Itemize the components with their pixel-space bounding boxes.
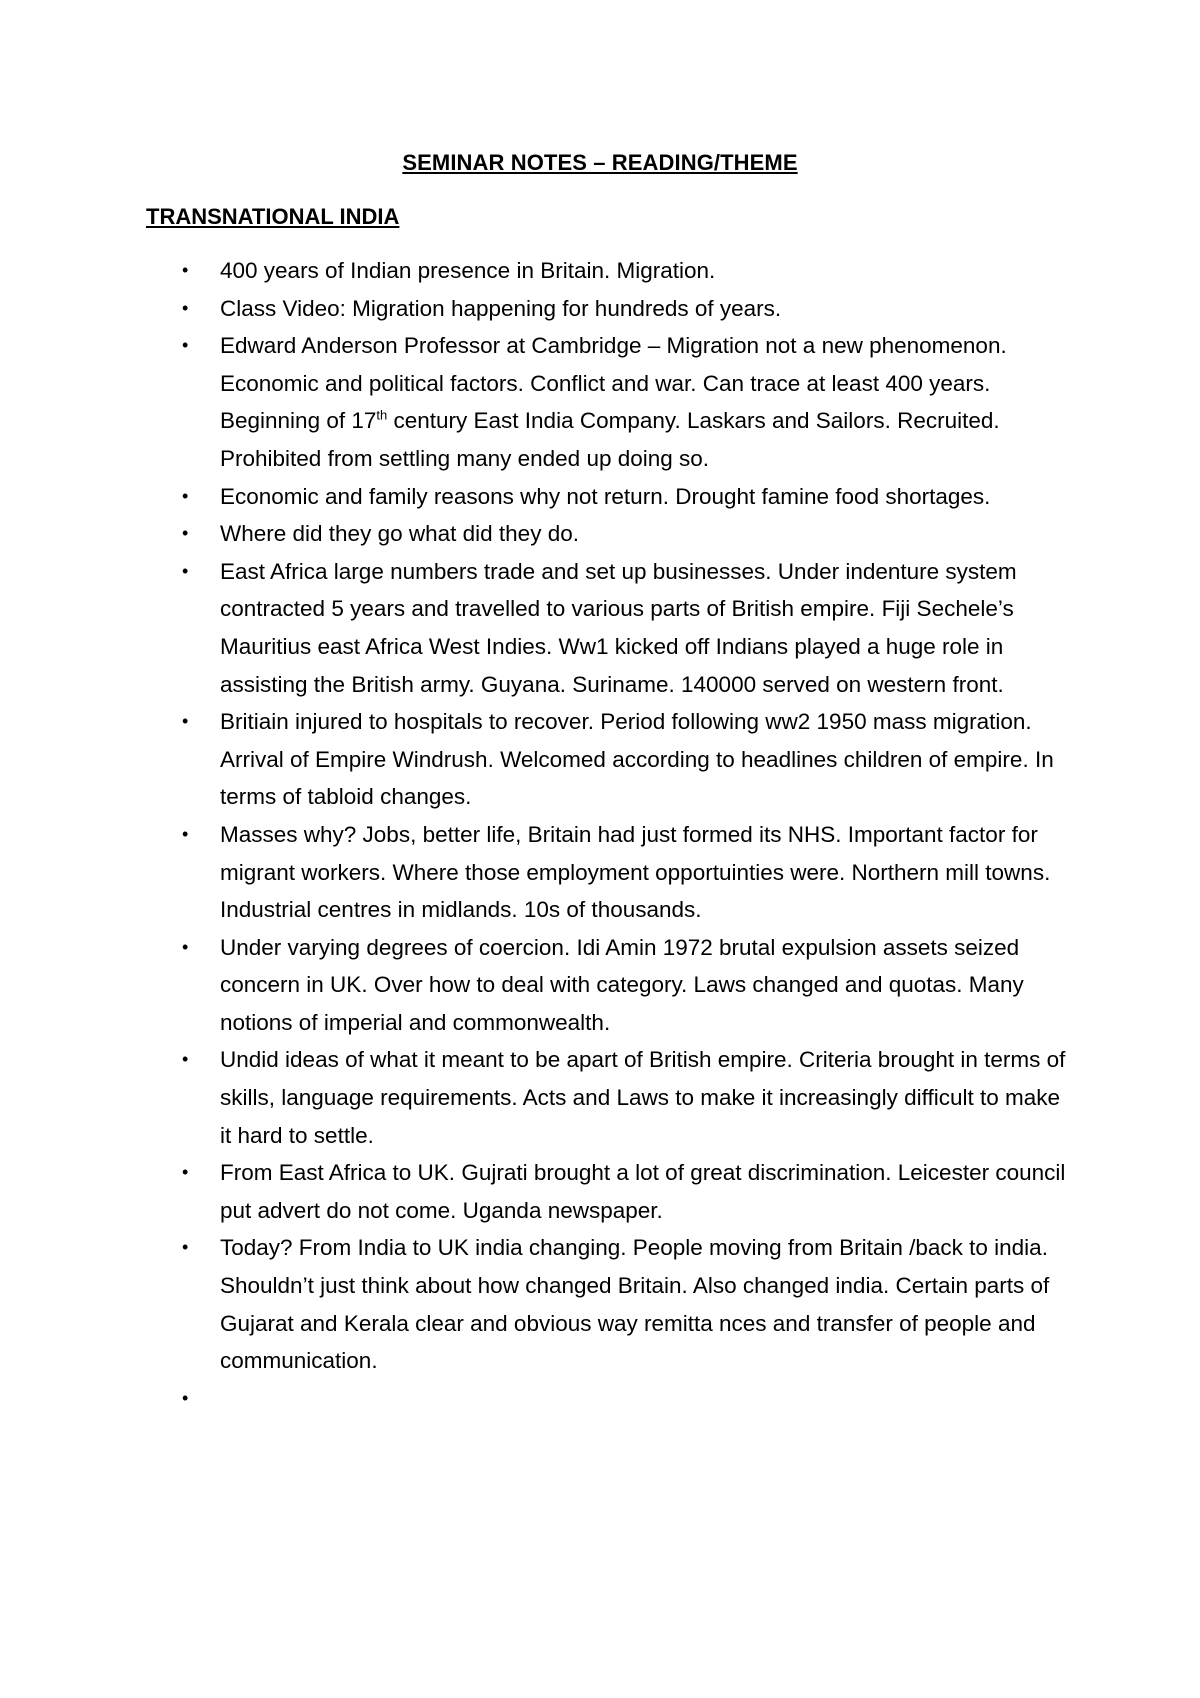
bullet-icon: • [182, 1049, 189, 1070]
list-item-text: Masses why? Jobs, better life, Britain had just formed its NHS. Important factor for migrant workers. Where those employment opportuinties were. Northern mill towns. Industrial centres in midlands. 10s of thousands. [220, 821, 1051, 923]
bullet-icon: • [182, 335, 189, 356]
list-item-text: Class Video: Migration happening for hundreds of years. [220, 295, 782, 321]
list-item [146, 1154, 1066, 1229]
list-item-text-part: Edward Anderson Professor at Cambridge – Migration not a new phenomenon. Economic and political factors. Conflict and war. Can trace at least 400 years. Beginning of 17 [220, 333, 1007, 434]
list-item [146, 252, 1066, 290]
list-item [146, 515, 1066, 553]
list-item-text: Today? From India to UK india changing. People moving from Britain /back to india. Shouldn’t just think about how changed Britain. Also changed india. Certain parts of Gujarat and Kerala clear and obvious way remitta nces and transfer of people and communication. [220, 1235, 1050, 1374]
bullet-icon: • [182, 560, 189, 581]
bullet-icon: • [182, 260, 189, 280]
section-heading: TRANSNATIONAL INDIA [146, 204, 400, 229]
bullet-icon: • [182, 297, 189, 318]
list-item-text: Undid ideas of what it meant to be apart of British empire. Criteria brought in terms of skills, language requirements. Acts and Laws to make it increasingly difficult to make it hard to settle. [220, 1047, 1066, 1148]
list-item-text: Where did they go what did they do. [220, 521, 579, 547]
list-item [146, 929, 1066, 1042]
bullet-icon: • [182, 711, 189, 732]
list-item [146, 553, 1066, 703]
bullet-icon: • [182, 1387, 189, 1408]
list-item-text: Britiain injured to hospitals to recover. Period following ww2 1950 mass migration. Arrival of Empire Windrush. Welcomed according to headlines children of empire. In terms of tabloid changes. [220, 709, 1054, 810]
list-item-text-part: century East India Company. Laskars and Sailors. Recruited. Prohibited from settling many ended up doing so. [220, 408, 1000, 471]
bullet-icon: • [182, 523, 189, 544]
bullet-icon: • [182, 823, 189, 844]
list-item [146, 1041, 1066, 1154]
list-item-text [220, 333, 1007, 471]
list-item-empty [146, 1380, 1066, 1418]
notes-list [146, 252, 1066, 1417]
list-item [146, 478, 1066, 516]
list-item-text: Economic and family reasons why not return. Drought famine food shortages. [220, 483, 991, 509]
list-item [146, 816, 1066, 929]
bullet-icon: • [182, 936, 189, 957]
superscript: th [376, 407, 388, 423]
bullet-icon: • [182, 1162, 189, 1183]
bullet-icon: • [182, 1237, 189, 1258]
list-item-text: From East Africa to UK. Gujrati brought a lot of great discrimination. Leicester council put advert do not come. Uganda newspaper. [220, 1160, 1066, 1223]
list-item [146, 290, 1066, 328]
list-item [146, 703, 1066, 816]
list-item-text: 400 years of Indian presence in Britain. Migration. [220, 258, 716, 283]
list-item-text: Under varying degrees of coercion. Idi Amin 1972 brutal expulsion assets seized concern in UK. Over how to deal with category. Laws changed and quotas. Many notions of imperial and commonwealth. [220, 934, 1024, 1035]
bullet-icon: • [182, 485, 189, 506]
list-item [146, 327, 1066, 477]
document-title: SEMINAR NOTES – READING/THEME [402, 150, 798, 175]
list-item-text: East Africa large numbers trade and set up businesses. Under indenture system contracted 5 years and travelled to various parts of British empire. Fiji Sechele’s Mauritius east Africa West Indies. Ww1 kicked off Indians played a huge role in assisting the British army. Guyana. Suriname. 140000 served on western front. [220, 558, 1017, 697]
list-item [146, 1229, 1066, 1379]
